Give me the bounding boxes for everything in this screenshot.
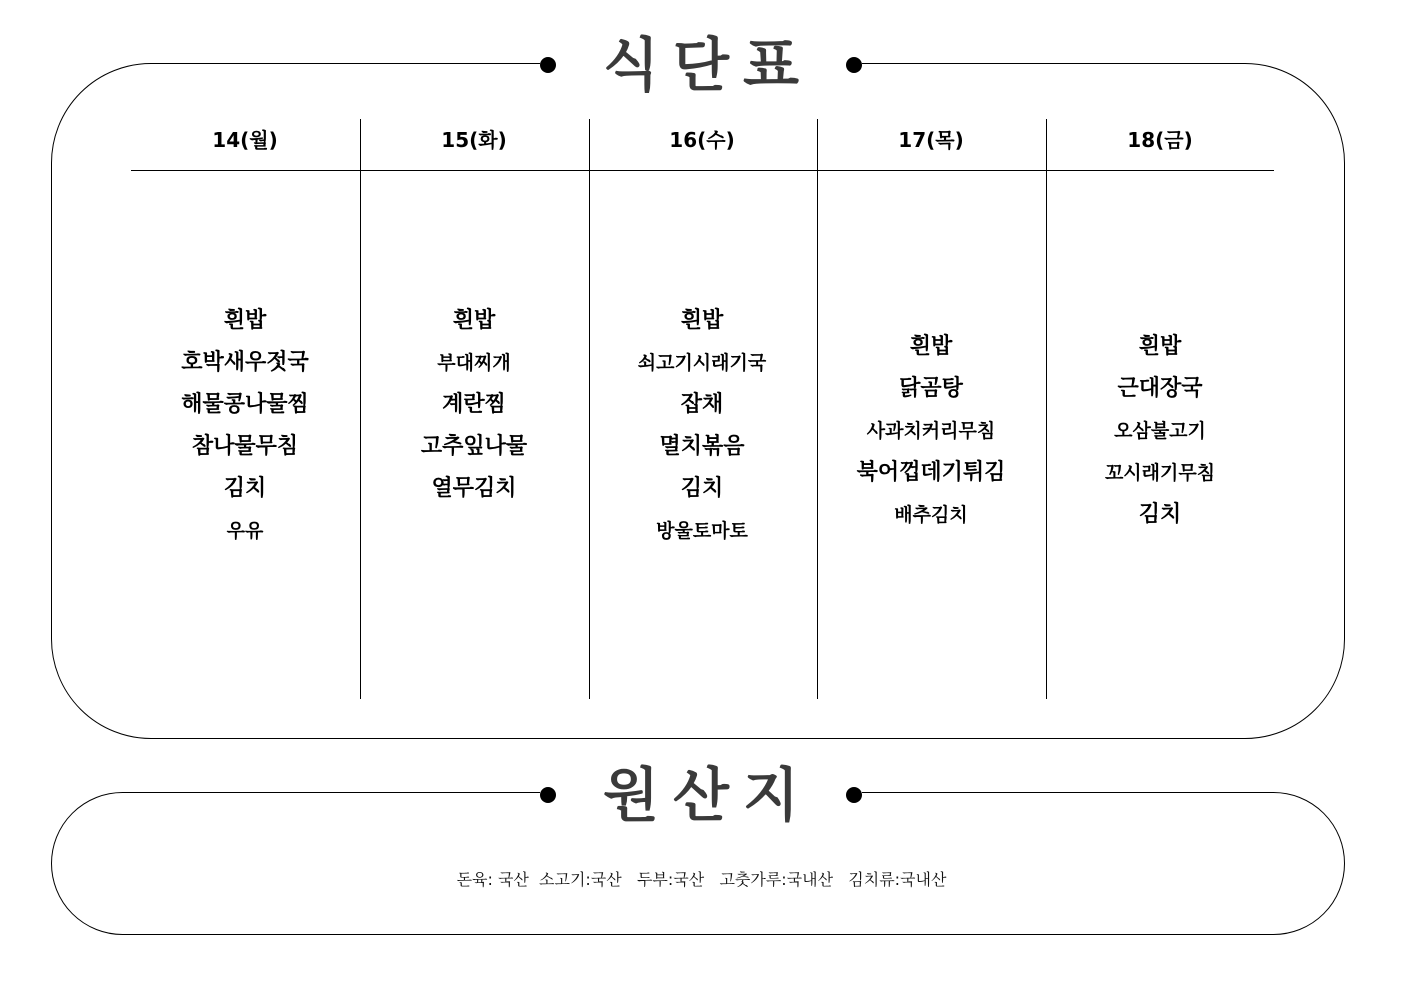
menu-item: 김치 — [680, 476, 724, 501]
origin-title-banner — [540, 760, 862, 830]
menu-column-thu — [817, 326, 1045, 626]
menu-item: 참나물무침 — [191, 434, 299, 459]
day-header-tue: 15(화) — [441, 128, 507, 152]
menu-item: 우유 — [226, 520, 264, 542]
menu-title-banner — [540, 30, 862, 100]
menu-item: 계란찜 — [442, 392, 506, 417]
menu-item: 고추잎나물 — [420, 434, 528, 459]
menu-item: 북어껍데기튀김 — [856, 460, 1006, 485]
menu-item: 쇠고기시래기국 — [637, 352, 767, 374]
menu-item: 김치 — [1138, 502, 1182, 527]
menu-item: 흰밥 — [452, 308, 496, 333]
menu-item: 멸치볶음 — [659, 434, 745, 459]
menu-column-fri — [1046, 326, 1274, 626]
menu-column-tue — [360, 300, 588, 600]
day-header-mon: 14(월) — [212, 128, 278, 152]
title-dot-right — [846, 57, 862, 73]
menu-item: 방울토마토 — [656, 520, 748, 542]
menu-item: 꼬시래기무침 — [1104, 462, 1216, 484]
menu-item: 사과치커리무침 — [866, 420, 996, 442]
menu-item: 흰밥 — [223, 308, 267, 333]
menu-column-wed — [588, 300, 816, 600]
menu-item: 잡채 — [680, 392, 724, 417]
title-dot-left — [540, 57, 556, 73]
menu-item: 오삼불고기 — [1114, 420, 1206, 442]
menu-item: 배추김치 — [894, 504, 968, 526]
menu-item: 해물콩나물찜 — [181, 392, 309, 417]
title-dot-right — [846, 787, 862, 803]
menu-item: 근대장국 — [1117, 376, 1203, 401]
menu-item: 부대찌개 — [437, 352, 511, 374]
day-header-wed: 16(수) — [669, 128, 735, 152]
menu-item: 흰밥 — [680, 308, 724, 333]
menu-title: 식단표 — [602, 31, 814, 99]
day-header-thu: 17(목) — [898, 128, 964, 152]
menu-item: 호박새우젓국 — [181, 350, 309, 375]
menu-item: 닭곰탕 — [899, 376, 963, 401]
header-divider — [131, 170, 1274, 171]
menu-column-mon — [131, 300, 359, 600]
menu-item: 흰밥 — [1138, 334, 1182, 359]
origin-title: 원산지 — [602, 761, 814, 829]
menu-item: 흰밥 — [909, 334, 953, 359]
menu-item: 김치 — [223, 476, 267, 501]
day-header-fri: 18(금) — [1127, 128, 1193, 152]
menu-item: 열무김치 — [431, 476, 517, 501]
title-dot-left — [540, 787, 556, 803]
origin-info: 돈육: 국산 소고기:국산 두부:국산 고춧가루:국내산 김치류:국내산 — [456, 870, 947, 889]
